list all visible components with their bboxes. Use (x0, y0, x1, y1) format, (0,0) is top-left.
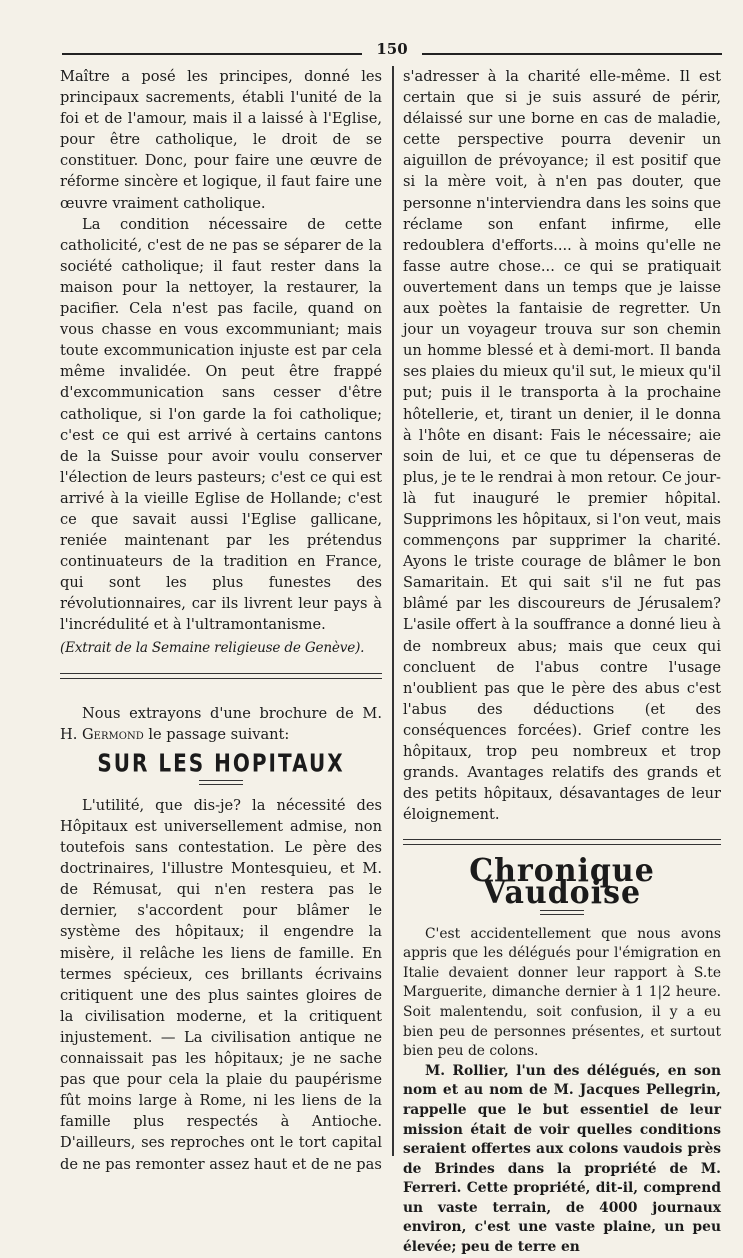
chronicle-body (403, 925, 721, 1258)
page-header (62, 40, 722, 64)
right-paragraph-1: s'adresser à la charité elle-même. Il est certain que si je suis assuré de périr, délaissé sur une borne en cas de maladie, cette perspective pourra devenir un aiguillon de prévoyance; il est positif que si la mère voit, à n'en pas douter, que personne n'interviendra dans les soins que réclame son enfant infirme, elle redoublera d'efforts.... à moins qu'elle ne fasse autre chose... ce qui se pratiquait ouvertement dans un temps que je laisse aux poètes la fantaisie de regretter. Un jour un voyageur trouva sur son chemin un homme blessé et à demi-mort. Il banda ses plaies du mieux qu'il sut, le mieux qu'il put; puis il le transporta à la prochaine hôtellerie, et, tirant un denier, il le donna à l'hôte en disant: Fais le nécessaire; aie soin de lui, et ce que tu dépenseras de plus, je te le rendrai à mon retour. Ce jour-là fut inauguré le premier hôpital. Supprimons les hôpitaux, si l'on veut, mais commençons par supprimer la charité. Ayons le triste courage de blâmer le bon Samaritain. Et qui sait s'il ne fut pas blâmé par les discoureurs de Jérusalem? L'asile offert à la souffrance a donné lieu à de nombreux abus; mais que ceux qui concluent de l'abus contre l'usage n'oublient pas que le père des abus c'est l'abus des déductions (et des conséquences forcées). Grief contre les hôpitaux, trop peu nombreux et trop grands. Avantages relatifs des grands et des petits hôpitaux, désavantages de leur éloignement. (403, 68, 721, 824)
left-paragraph-2: La condition nécessaire de cette catholicité, c'est de ne pas se séparer de la société catholique; il faut rester dans la maison pour la nettoyer, la restaurer, la pacifier. Cela n'est pas facile, quand on vous chasse en vous excommuniant; mais toute excommunication injuste est par cela même invalidée. On peut être frappé d'excommunication sans cesser d'être catholique, si l'on garde la foi catholique; c'est ce qui est arrivé à certains cantons de la Suisse pour avoir voulu conserver l'élection de leurs pasteurs; c'est ce qui est arrivé à la vieille Eglise de Hollande; c'est ce que savait aussi l'Eglise gallicane, reniée maintenant par les prétendus continuateurs de la tradition en France, qui sont les plus funestes des révolutionnaires, car ils livrent leur pays à l'incrédulité et à l'ultramontanisme. (60, 215, 382, 634)
header-rule-left (62, 53, 362, 55)
left-paragraph-1: Maître a posé les principes, donné les principaux sacrements, établi l'unité de la foi et de l'amour, mais il a laissé à l'Eglise, pour être catholique, le droit de se constituer. Donc, pour faire une œuvre de réforme sincère et logique, il faut faire une œuvre vraiment catholique. (60, 68, 382, 212)
left-paragraph-3: L'utilité, que dis-je? la nécessité des Hôpitaux est universellement admise, non toutefois sans contestation. Le père des doctrinaires, l'illustre Montesquieu, et M. de Rémusat, qui n'en restera pas le dernier, s'accordent pour blâmer le système des hôpitaux; il engendre la misère, il relâche les liens de famille. En termes spécieux, ces brillants écrivains critiquent une des plus saintes gloires de la civilisation moderne, et la critiquent injustement. — La civilisation antique ne connaissait pas les hôpitaux; je ne sache pas que pour cela la plaie du paupérisme fût moins large à Rome, ni les liens de la famille plus respectés à Antioche. D'ailleurs, ses reproches ont le tort capital de ne pas remonter assez haut et de ne pas (60, 796, 382, 1173)
article-heading: SUR LES HOPITAUX (97, 747, 345, 778)
heading-rule (199, 780, 243, 785)
page-number: 150 (376, 40, 408, 58)
chronicle-paragraph-1: C'est accidentellement que nous avons appris que les délégués pour l'émigration en Italie devaient donner leur rapport à S.te Marguerite, dimanche dernier à 1 1|2 heure. Soit malentendu, soit confusion, il y a eu bien peu de personnes présentes, et surtout bien peu de colons. (403, 925, 721, 1060)
chronicle-title: Chronique Vaudoise (469, 852, 655, 912)
column-divider (392, 66, 394, 1156)
left-column (60, 66, 382, 1175)
header-rule-right (422, 53, 722, 55)
intro-paragraph (60, 703, 382, 745)
chronicle-paragraph-2: M. Rollier, l'un des délégués, en son nom et au nom de M. Jacques Pellegrin, rappelle que le but essentiel de leur mission était de voir quelles conditions seraient offertes aux colons vaudois près de Brindes dans la propriété de M. Ferreri. Cette propriété, dit-il, comprend un vaste terrain, de 4000 journaux environ, c'est une vaste plaine, un peu élevée; peu de terre en (403, 1062, 721, 1256)
section-separator-right (403, 839, 721, 845)
intro-text-post: le passage suivant: (148, 725, 290, 743)
intro-text-pre: Nous extrayons d'une brochure de M. H. (60, 704, 382, 743)
right-column (403, 66, 721, 1258)
author-name: Germond (82, 725, 144, 743)
section-separator (60, 673, 382, 679)
article-source: (Extrait de la Semaine religieuse de Genève). (60, 639, 365, 656)
